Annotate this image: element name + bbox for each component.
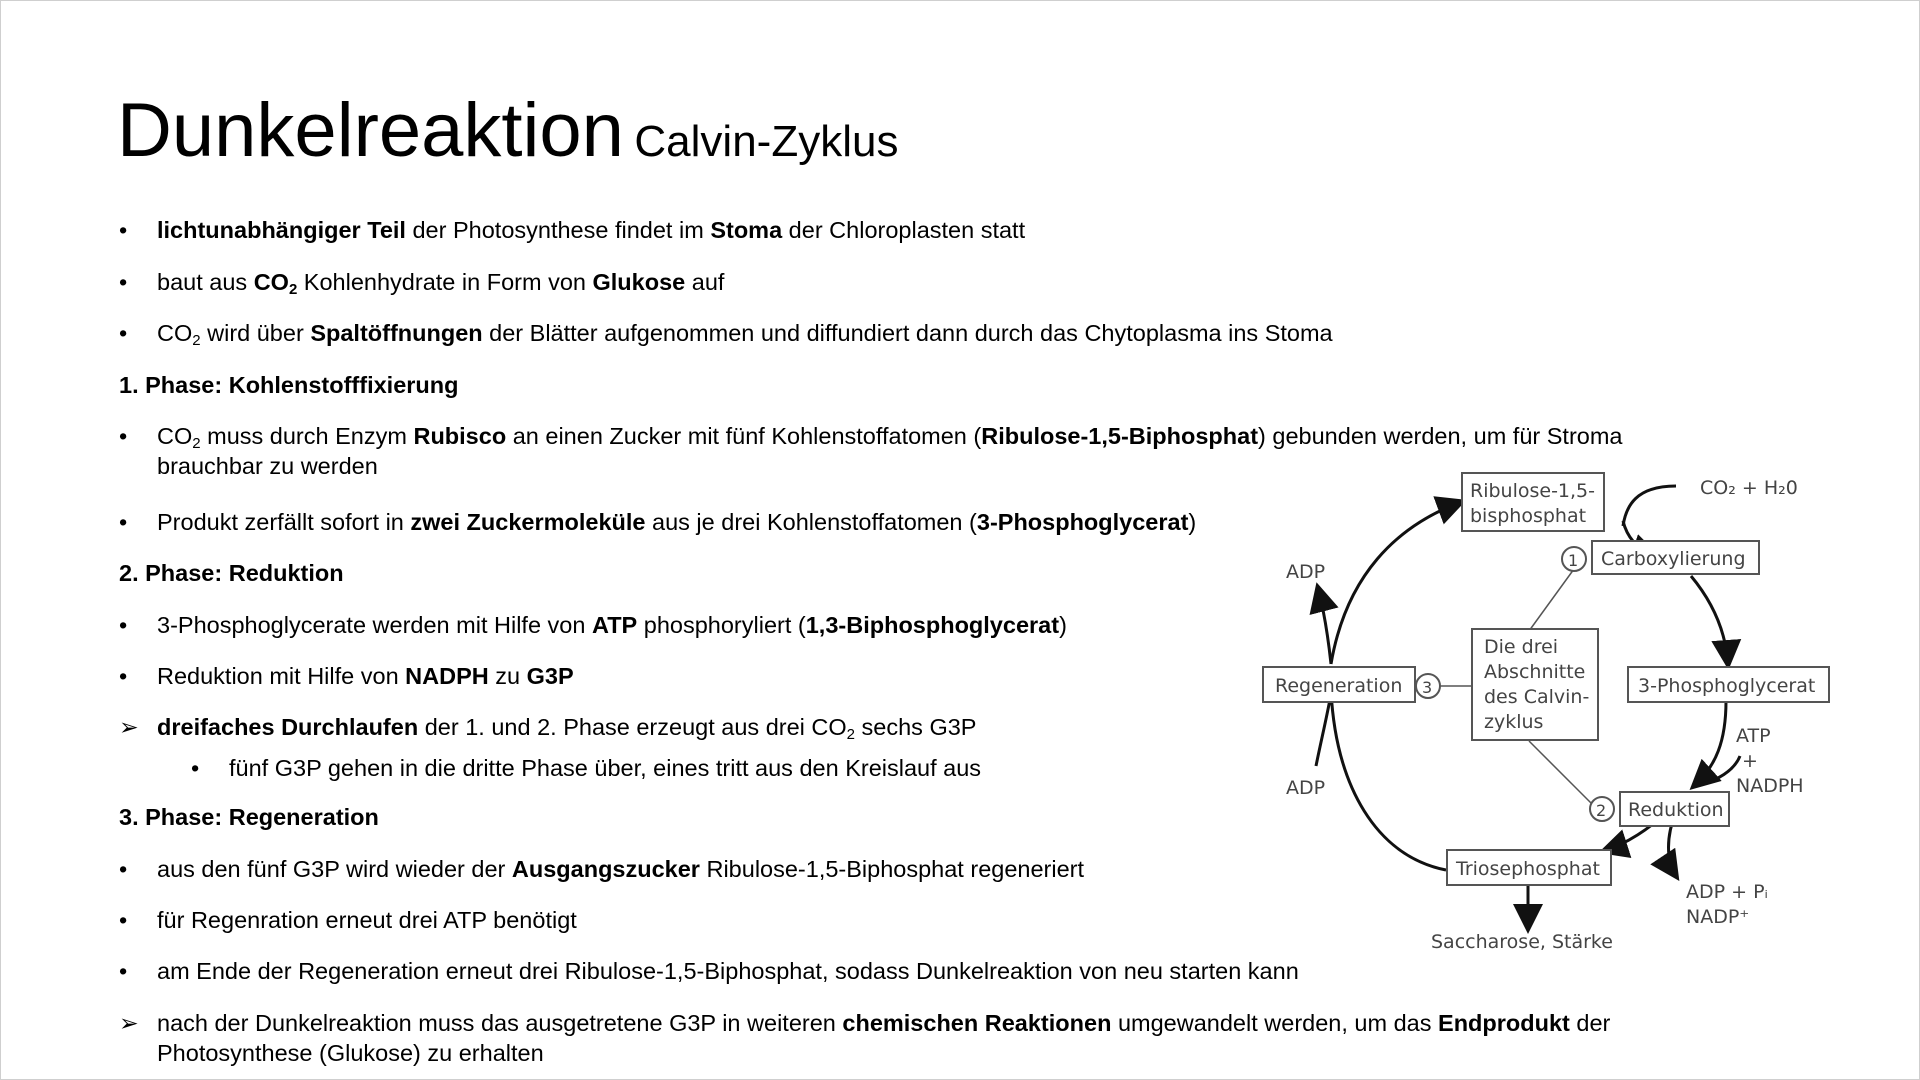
arc-regeneration-to-ribulose bbox=[1331, 502, 1461, 664]
reduktion-label: Reduktion bbox=[1628, 799, 1724, 821]
adp-pi-label: ADP + Pᵢ bbox=[1686, 881, 1768, 903]
text: fünf G3P gehen in die dritte Phase über, eines tritt aus den Kreislauf aus bbox=[229, 755, 982, 781]
text: CO bbox=[157, 320, 193, 346]
text-bold: 3-Phosphoglycerat bbox=[976, 509, 1189, 535]
text: sechs G3P bbox=[855, 714, 977, 740]
ribulose-label-2: bisphosphat bbox=[1470, 505, 1587, 527]
atp-label: ATP bbox=[1736, 725, 1771, 747]
text-bold: lichtunabhängiger Teil bbox=[157, 217, 406, 243]
text-bold: dreifaches Durchlaufen bbox=[157, 714, 419, 740]
text: Ribulose-1,5-Biphosphat regeneriert bbox=[699, 856, 1085, 882]
arc-carboxylierung-to-phosphoglycerat bbox=[1691, 576, 1728, 664]
bullet-icon: • bbox=[119, 320, 128, 346]
text-bold: 1,3-Biphosphoglycerat bbox=[805, 612, 1060, 638]
arc-adp-up bbox=[1318, 588, 1331, 664]
connector-1 bbox=[1529, 569, 1574, 631]
subscript: 2 bbox=[288, 281, 298, 298]
co2-h2o-label: CO₂ + H₂0 bbox=[1700, 477, 1798, 499]
bullet-icon: • bbox=[119, 958, 128, 984]
text-bold: Endprodukt bbox=[1438, 1010, 1570, 1036]
text: phosphoryliert ( bbox=[637, 612, 806, 638]
title-main: Dunkelreaktion bbox=[117, 88, 624, 173]
carboxylierung-label: Carboxylierung bbox=[1601, 548, 1746, 570]
text: auf bbox=[685, 269, 725, 295]
saccharose-label: Saccharose, Stärke bbox=[1431, 931, 1613, 953]
slide-title bbox=[117, 88, 899, 173]
adp-bottom-label: ADP bbox=[1286, 777, 1326, 799]
subscript: 2 bbox=[192, 435, 201, 452]
arc-phosphoglycerat-to-reduktion bbox=[1694, 701, 1726, 786]
arc-triose-to-regeneration bbox=[1331, 691, 1446, 870]
connector-2 bbox=[1529, 741, 1594, 806]
text-bold: NADPH bbox=[405, 663, 489, 689]
text: der Photosynthese findet im bbox=[405, 217, 711, 243]
text: aus den fünf G3P wird wieder der bbox=[157, 856, 512, 882]
center-label-1: Die drei bbox=[1484, 636, 1559, 658]
text: an einen Zucker mit fünf Kohlenstoffatomen ( bbox=[506, 423, 982, 449]
text-bold: Glukose bbox=[592, 269, 686, 295]
text: Produkt zerfällt sofort in bbox=[157, 509, 411, 535]
text-bold: zwei Zuckermoleküle bbox=[410, 509, 646, 535]
text: der 1. und 2. Phase erzeugt aus drei CO bbox=[418, 714, 847, 740]
phase-heading-3: 3. Phase: Regeneration bbox=[119, 804, 379, 830]
bullet-icon: • bbox=[119, 612, 128, 638]
calvin-cycle-diagram bbox=[1256, 466, 1856, 966]
step-1-number: 1 bbox=[1568, 551, 1579, 570]
center-label-2: Abschnitte bbox=[1484, 661, 1586, 683]
text: umgewandelt werden, um das bbox=[1111, 1010, 1439, 1036]
triosephosphat-label: Triosephosphat bbox=[1456, 858, 1600, 880]
phosphoglycerat-label: 3-Phosphoglycerat bbox=[1638, 675, 1816, 697]
center-label-4: zyklus bbox=[1484, 711, 1544, 733]
arc-adp-down-in bbox=[1316, 694, 1331, 766]
step-2-number: 2 bbox=[1596, 801, 1607, 820]
text: baut aus bbox=[157, 269, 254, 295]
text: Reduktion mit Hilfe von bbox=[157, 663, 406, 689]
text: der Chloroplasten statt bbox=[782, 217, 1026, 243]
text-bold: Spaltöffnungen bbox=[310, 320, 483, 346]
title-sub: Calvin-Zyklus bbox=[634, 117, 899, 166]
bullet-icon: • bbox=[119, 663, 128, 689]
text-bold: CO bbox=[253, 269, 289, 295]
text: Kohlenhydrate in Form von bbox=[297, 269, 593, 295]
subscript: 2 bbox=[846, 726, 856, 743]
text-bold: Ribulose-1,5-Biphosphat bbox=[981, 423, 1259, 449]
bullet-icon: • bbox=[191, 755, 200, 781]
bullet-icon: • bbox=[119, 907, 128, 933]
bullet-icon: • bbox=[119, 509, 128, 535]
text: ) bbox=[1188, 509, 1197, 535]
text: 3-Phosphoglycerate werden mit Hilfe von bbox=[157, 612, 592, 638]
bullet-icon: • bbox=[119, 856, 128, 882]
text: CO bbox=[157, 423, 193, 449]
text: muss durch Enzym bbox=[200, 423, 414, 449]
step-3-number: 3 bbox=[1422, 678, 1433, 697]
text: am Ende der Regeneration erneut drei Ribulose-1,5-Biphosphat, sodass Dunkelreaktion von neu starten kann bbox=[157, 958, 1299, 984]
arc-ribulose-to-carboxylierung bbox=[1623, 486, 1676, 526]
bullet-icon: • bbox=[119, 269, 128, 295]
text-bold: Rubisco bbox=[413, 423, 507, 449]
subscript: 2 bbox=[192, 332, 201, 349]
text: der Blätter aufgenommen und diffundiert dann durch das Chytoplasma ins Stoma bbox=[482, 320, 1333, 346]
plus-label: + bbox=[1742, 750, 1758, 772]
phase-heading-1: 1. Phase: Kohlenstofffixierung bbox=[119, 372, 459, 398]
nadph-label: NADPH bbox=[1736, 775, 1804, 797]
text: zu bbox=[488, 663, 527, 689]
phase-heading-2: 2. Phase: Reduktion bbox=[119, 560, 344, 586]
text: wird über bbox=[200, 320, 311, 346]
ribulose-label-1: Ribulose-1,5- bbox=[1470, 480, 1596, 502]
center-label-3: des Calvin- bbox=[1484, 686, 1590, 708]
bullet-icon: • bbox=[119, 423, 128, 449]
nadp-label: NADP⁺ bbox=[1686, 906, 1750, 928]
text-bold: ATP bbox=[591, 612, 638, 638]
adp-top-label: ADP bbox=[1286, 561, 1326, 583]
text: der Photosynthese (Glukose) zu erhalten bbox=[157, 1010, 1611, 1066]
text: ) bbox=[1059, 612, 1067, 638]
text: für Regenration erneut drei ATP benötigt bbox=[157, 907, 577, 933]
text-bold: Stoma bbox=[710, 217, 783, 243]
text-bold: G3P bbox=[526, 663, 574, 689]
text: aus je drei Kohlenstoffatomen ( bbox=[645, 509, 977, 535]
text-bold: Ausgangszucker bbox=[511, 856, 700, 882]
bullet-icon: • bbox=[119, 217, 128, 243]
text-bold: chemischen Reaktionen bbox=[842, 1010, 1112, 1036]
arrow-bullet-icon: ➢ bbox=[119, 1010, 139, 1036]
arrow-bullet-icon: ➢ bbox=[119, 714, 139, 740]
text: nach der Dunkelreaktion muss das ausgetretene G3P in weiteren bbox=[157, 1010, 843, 1036]
text: ) gebunden werden, um für Stroma brauchbar zu werden bbox=[157, 423, 1623, 479]
regeneration-label: Regeneration bbox=[1275, 675, 1403, 697]
